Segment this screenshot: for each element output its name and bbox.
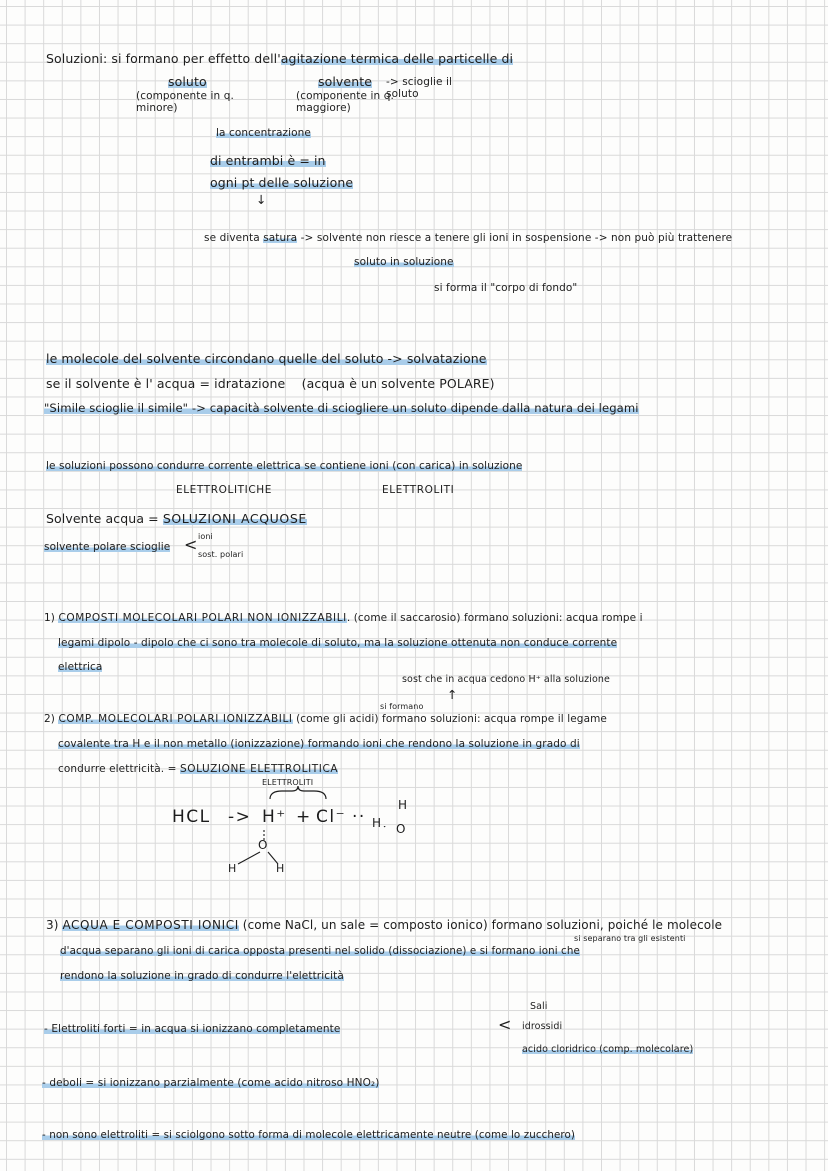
satura-line: se diventa satura -> solvente non riesce a tenere gli ioni in sospensione -> non può più trattenere: [204, 232, 733, 244]
elettroliti-label: ELETTROLITI: [382, 484, 455, 496]
elettrolitiche-label: ELETTROLITICHE: [176, 484, 273, 496]
scioglie-note: -> scioglie il soluto: [386, 76, 453, 100]
conducono-line: le soluzioni possono condurre corrente elettrica se contiene ioni (con carica) in soluzione: [46, 460, 523, 472]
formula-dots: ··: [352, 807, 366, 827]
solvente-label: solvente: [318, 74, 373, 89]
solvente-note: (componente in q. maggiore): [296, 90, 394, 114]
item3-line3: rendono la soluzione in grado di condurre l'elettricità: [60, 970, 344, 982]
water-left-h2: H: [276, 862, 285, 875]
item3-small-note: si separano tra gli esistenti: [574, 934, 686, 943]
ogni-pt-line: ogni pt delle soluzione: [210, 175, 354, 190]
concentrazione-line: la concentrazione: [216, 127, 311, 139]
item1-line1: 1) COMPOSTI MOLECOLARI POLARI NON IONIZZABILI. (come il saccarosio) formano soluzioni: acqua rompe i: [44, 612, 643, 624]
elettroliti-small: ELETTROLITI: [262, 778, 314, 787]
soluto-note: (componente in q. minore): [136, 90, 234, 114]
item2-small-note: si formano: [380, 702, 424, 711]
soluto-label: soluto: [168, 74, 207, 89]
acquose-highlight: SOLUZIONI ACQUOSE: [162, 511, 307, 526]
item3-line1: 3) ACQUA E COMPOSTI IONICI (come NaCl, un sale = composto ionico) formano soluzioni, poiché le molecole: [46, 918, 723, 932]
item3-line2: d'acqua separano gli ioni di carica opposta presenti nel solido (dissociazione) e si formano ioni che: [60, 945, 580, 957]
corpo-di-fondo: si forma il "corpo di fondo": [434, 282, 578, 294]
satura-highlight: satura: [263, 232, 298, 244]
item1-title: COMPOSTI MOLECOLARI POLARI NON IONIZZABILI: [58, 612, 347, 624]
water-left-h1: H: [228, 862, 237, 875]
sost-polari-label: sost. polari: [198, 550, 244, 559]
acquose-line: Solvente acqua = SOLUZIONI ACQUOSE: [46, 511, 307, 526]
item2-highlight: SOLUZIONE ELETTROLITICA: [179, 763, 339, 775]
forti-acido: acido cloridrico (comp. molecolare): [522, 1044, 694, 1055]
item2-title: COMP. MOLECOLARI POLARI IONIZZABILI: [58, 713, 293, 725]
item2-line2: covalente tra H e il non metallo (ionizzazione) formando ioni che rendono la soluzione in grado di: [58, 738, 580, 750]
intro-highlight: agitazione termica delle particelle di: [280, 51, 514, 66]
water-right-h2: H: [398, 798, 408, 812]
forti-idrossidi: idrossidi: [522, 1021, 563, 1032]
forti-sali: Sali: [530, 1001, 548, 1012]
item1-line3: elettrica: [58, 661, 103, 673]
formula-arrow: ->: [228, 807, 252, 827]
ioni-label: ioni: [198, 532, 213, 541]
item1-line2: legami dipolo - dipolo che ci sono tra molecole di soluto, ma la soluzione ottenuta non conduce corrente: [58, 637, 618, 649]
water-left-o: O: [258, 838, 268, 852]
arrow-up-icon: ↑: [447, 687, 458, 702]
entrambi-line: di entrambi è = in: [210, 153, 326, 168]
item1-note: sost che in acqua cedono H⁺ alla soluzione: [402, 674, 610, 685]
arrow-down-icon: ↓: [256, 192, 267, 207]
water-bonds: [226, 826, 426, 872]
water-right-h1: H: [372, 816, 382, 830]
polare-line: solvente polare scioglie: [44, 541, 171, 553]
item2-line3: condurre elettricità. = SOLUZIONE ELETTROLITICA: [58, 763, 339, 775]
simile-line: "Simile scioglie il simile" -> capacità solvente di sciogliere un soluto dipende dalla natura dei legami: [44, 401, 639, 415]
item2-line1: 2) COMP. MOLECOLARI POLARI IONIZZABILI (come gli acidi) formano soluzioni: acqua rompe il legame: [44, 713, 607, 725]
soluto-in-soluzione: soluto in soluzione: [354, 256, 454, 268]
idratazione-line: se il solvente è l' acqua = idratazione (acqua è un solvente POLARE): [46, 376, 495, 391]
formula-hcl: HCL: [172, 807, 211, 827]
formula-plus: +: [296, 807, 312, 827]
forti-bracket-icon: <: [498, 1015, 512, 1034]
non-elettroliti-line: - non sono elettroliti = si sciolgono sotto forma di molecole elettricamente neutre (come lo zucchero): [42, 1129, 576, 1141]
formula-cl-ion: Cl⁻: [316, 807, 347, 827]
solutions-intro-line: [46, 52, 513, 66]
formula-h-ion: H⁺: [262, 807, 287, 827]
item3-title: ACQUA E COMPOSTI IONICI: [62, 918, 239, 932]
formula-brace: [268, 785, 328, 801]
intro-prefix: Soluzioni: si formano per effetto dell': [46, 51, 281, 66]
deboli-line: - deboli = si ionizzano parzialmente (come acido nitroso HNO₂): [42, 1077, 380, 1089]
water-right-o: O: [396, 822, 406, 836]
bracket-icon: <: [184, 535, 198, 554]
solvatazione-line: le molecole del solvente circondano quelle del soluto -> solvatazione: [46, 351, 487, 366]
elettroliti-forti-line: - Elettroliti forti = in acqua si ionizzano completamente: [44, 1023, 341, 1035]
